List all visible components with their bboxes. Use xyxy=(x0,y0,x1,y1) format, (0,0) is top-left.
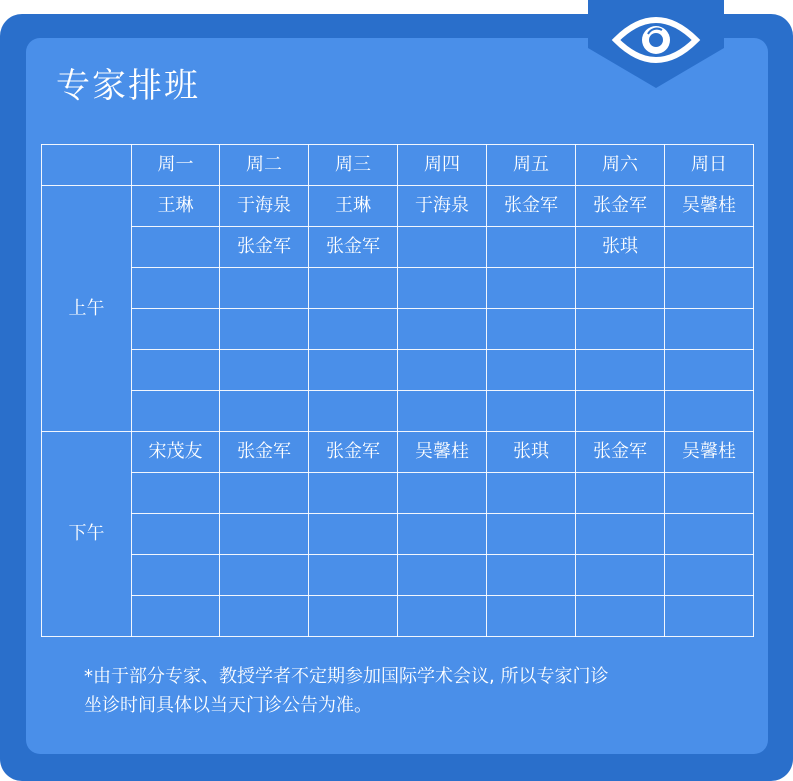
doctor-cell xyxy=(487,268,576,309)
doctor-cell xyxy=(576,555,665,596)
eye-icon xyxy=(588,0,724,88)
doctor-cell xyxy=(576,596,665,637)
doctor-cell xyxy=(220,268,309,309)
doctor-cell xyxy=(132,596,220,637)
doctor-cell: 于海泉 xyxy=(398,186,487,227)
corner-cell xyxy=(42,145,132,186)
day-header: 周三 xyxy=(309,145,398,186)
doctor-cell xyxy=(576,473,665,514)
doctor-cell xyxy=(576,268,665,309)
schedule-table xyxy=(41,144,754,637)
table-row xyxy=(42,432,754,473)
table-row xyxy=(42,473,754,514)
doctor-cell xyxy=(576,309,665,350)
table-row xyxy=(42,596,754,637)
doctor-cell xyxy=(220,555,309,596)
doctor-cell: 吴馨桂 xyxy=(665,432,754,473)
footnote-line: 坐诊时间具体以当天门诊公告为准。 xyxy=(84,695,372,716)
doctor-cell xyxy=(309,473,398,514)
doctor-cell: 张金军 xyxy=(220,227,309,268)
doctor-cell xyxy=(132,514,220,555)
page-title: 专家排班 xyxy=(56,66,200,106)
doctor-cell xyxy=(487,309,576,350)
doctor-cell xyxy=(665,227,754,268)
doctor-cell: 张金军 xyxy=(220,432,309,473)
doctor-cell xyxy=(665,268,754,309)
doctor-cell: 王琳 xyxy=(132,186,220,227)
doctor-cell xyxy=(220,514,309,555)
doctor-cell xyxy=(665,514,754,555)
doctor-cell xyxy=(309,350,398,391)
doctor-cell xyxy=(398,391,487,432)
doctor-cell xyxy=(487,391,576,432)
footnote-line: *由于部分专家、教授学者不定期参加国际学术会议, 所以专家门诊 xyxy=(84,666,609,687)
table-row xyxy=(42,268,754,309)
doctor-cell xyxy=(665,596,754,637)
doctor-cell xyxy=(665,391,754,432)
table-row xyxy=(42,186,754,227)
doctor-cell: 吴馨桂 xyxy=(398,432,487,473)
doctor-cell xyxy=(220,596,309,637)
doctor-cell xyxy=(487,227,576,268)
doctor-cell xyxy=(309,391,398,432)
doctor-cell: 宋茂友 xyxy=(132,432,220,473)
doctor-cell xyxy=(665,350,754,391)
doctor-cell xyxy=(487,514,576,555)
doctor-cell xyxy=(309,309,398,350)
doctor-cell xyxy=(398,514,487,555)
doctor-cell: 张琪 xyxy=(487,432,576,473)
doctor-cell xyxy=(398,268,487,309)
doctor-cell: 张金军 xyxy=(576,432,665,473)
doctor-cell xyxy=(487,555,576,596)
day-header: 周一 xyxy=(132,145,220,186)
doctor-cell xyxy=(398,227,487,268)
doctor-cell xyxy=(487,350,576,391)
doctor-cell xyxy=(665,309,754,350)
table-row xyxy=(42,227,754,268)
doctor-cell: 张金军 xyxy=(309,227,398,268)
table-row xyxy=(42,555,754,596)
doctor-cell: 张琪 xyxy=(576,227,665,268)
doctor-cell: 张金军 xyxy=(487,186,576,227)
table-row xyxy=(42,309,754,350)
doctor-cell xyxy=(132,227,220,268)
doctor-cell xyxy=(398,350,487,391)
period-label-morning: 上午 xyxy=(42,186,132,432)
doctor-cell xyxy=(132,268,220,309)
doctor-cell xyxy=(309,596,398,637)
doctor-cell: 吴馨桂 xyxy=(665,186,754,227)
doctor-cell xyxy=(398,555,487,596)
table-row xyxy=(42,514,754,555)
doctor-cell xyxy=(132,473,220,514)
doctor-cell xyxy=(487,473,576,514)
day-header: 周六 xyxy=(576,145,665,186)
period-label-afternoon: 下午 xyxy=(42,432,132,637)
day-header: 周二 xyxy=(220,145,309,186)
doctor-cell xyxy=(398,596,487,637)
doctor-cell xyxy=(132,350,220,391)
doctor-cell xyxy=(309,514,398,555)
doctor-cell xyxy=(132,391,220,432)
doctor-cell xyxy=(576,391,665,432)
table-header-row xyxy=(42,145,754,186)
doctor-cell xyxy=(665,473,754,514)
doctor-cell xyxy=(220,350,309,391)
doctor-cell xyxy=(132,555,220,596)
doctor-cell: 于海泉 xyxy=(220,186,309,227)
doctor-cell xyxy=(309,555,398,596)
doctor-cell xyxy=(398,309,487,350)
doctor-cell xyxy=(309,268,398,309)
doctor-cell xyxy=(665,555,754,596)
day-header: 周五 xyxy=(487,145,576,186)
doctor-cell xyxy=(576,350,665,391)
day-header: 周四 xyxy=(398,145,487,186)
doctor-cell xyxy=(487,596,576,637)
doctor-cell xyxy=(132,309,220,350)
doctor-cell: 张金军 xyxy=(309,432,398,473)
doctor-cell xyxy=(220,473,309,514)
doctor-cell xyxy=(220,391,309,432)
doctor-cell xyxy=(220,309,309,350)
footnote xyxy=(84,662,724,720)
doctor-cell: 王琳 xyxy=(309,186,398,227)
doctor-cell: 张金军 xyxy=(576,186,665,227)
day-header: 周日 xyxy=(665,145,754,186)
table-row xyxy=(42,391,754,432)
doctor-cell xyxy=(576,514,665,555)
doctor-cell xyxy=(398,473,487,514)
table-row xyxy=(42,350,754,391)
